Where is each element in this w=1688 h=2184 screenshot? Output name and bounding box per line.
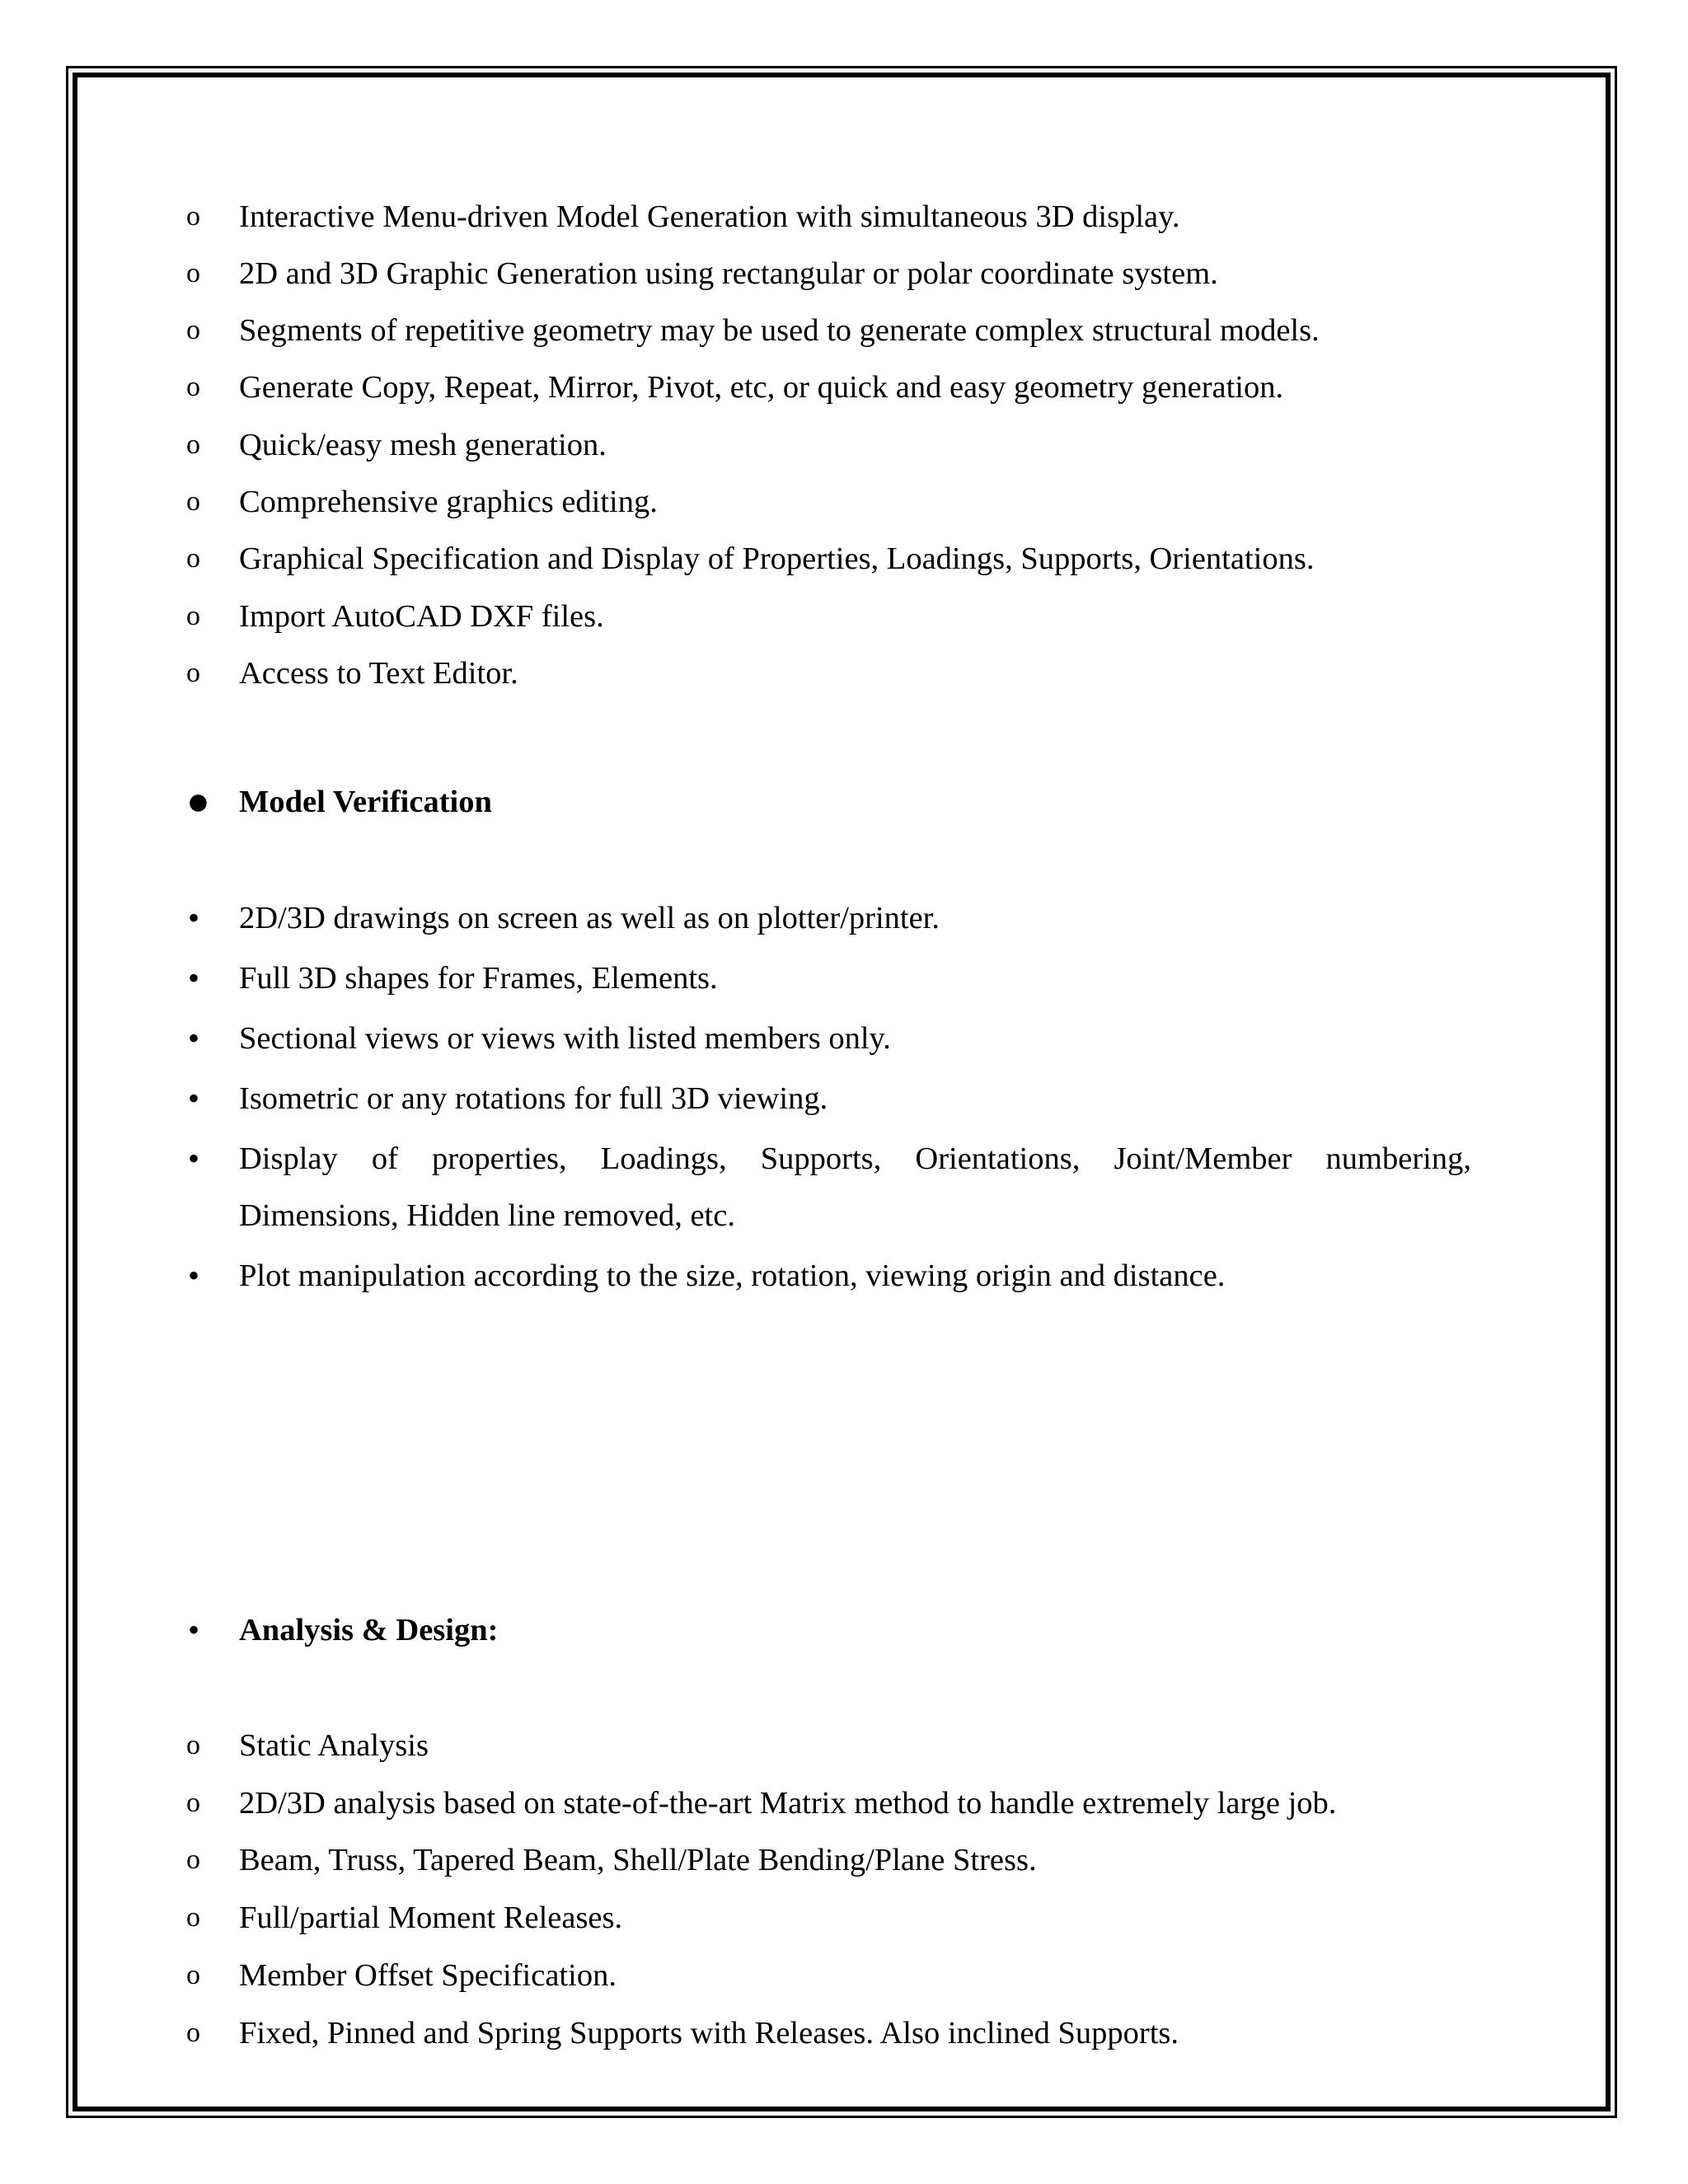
bullet-icon: • — [188, 1080, 200, 1117]
circle-bullet-icon: o — [186, 372, 200, 402]
list-item: Access to Text Editor. — [239, 656, 518, 691]
circle-bullet-icon: o — [186, 429, 200, 460]
circle-bullet-icon: o — [186, 658, 200, 688]
list-item: Graphical Specification and Display of Properties, Loadings, Supports, Orientations. — [239, 541, 1315, 576]
circle-bullet-icon: o — [186, 201, 200, 232]
list-item: Plot manipulation according to the size, rotation, viewing origin and distance. — [239, 1258, 1226, 1293]
list-item: Isometric or any rotations for full 3D viewing. — [239, 1081, 828, 1116]
list-item: Full/partial Moment Releases. — [239, 1900, 623, 1935]
list-item: Quick/easy mesh generation. — [239, 428, 607, 462]
list-item: Sectional views or views with listed members only. — [239, 1021, 891, 1056]
circle-bullet-icon: o — [186, 1788, 200, 1818]
bullet-icon: • — [188, 1257, 200, 1294]
list-item: Interactive Menu-driven Model Generation with simultaneous 3D display. — [239, 199, 1180, 234]
list-item: Beam, Truss, Tapered Beam, Shell/Plate Bending/Plane Stress. — [239, 1843, 1037, 1877]
list-item: Display of properties, Loadings, Supports, Orientations, Joint/Member numbering, — [239, 1141, 1471, 1176]
list-item: 2D/3D drawings on screen as well as on plotter/printer. — [239, 901, 940, 935]
list-item: Member Offset Specification. — [239, 1958, 617, 1993]
bullet-icon: • — [188, 899, 200, 936]
circle-bullet-icon: o — [186, 543, 200, 574]
list-item: Static Analysis — [239, 1728, 429, 1763]
circle-bullet-icon: o — [186, 1960, 200, 1990]
section-heading-analysis-design: Analysis & Design: — [239, 1613, 499, 1647]
list-item: Generate Copy, Repeat, Mirror, Pivot, etc, or quick and easy geometry generation. — [239, 370, 1284, 405]
list-item: Full 3D shapes for Frames, Elements. — [239, 961, 718, 996]
list-item: 2D/3D analysis based on state-of-the-art Matrix method to handle extremely large job. — [239, 1786, 1337, 1821]
list-item: Import AutoCAD DXF files. — [239, 599, 604, 634]
list-item-continuation: Dimensions, Hidden line removed, etc. — [239, 1198, 735, 1233]
list-item: Comprehensive graphics editing. — [239, 485, 658, 519]
circle-bullet-icon: o — [186, 2018, 200, 2048]
list-item: 2D and 3D Graphic Generation using rectangular or polar coordinate system. — [239, 256, 1218, 291]
circle-bullet-icon: o — [186, 258, 200, 288]
bullet-icon: ● — [186, 780, 210, 823]
bullet-icon: • — [188, 1611, 200, 1648]
list-item: Segments of repetitive geometry may be used to generate complex structural models. — [239, 313, 1320, 348]
circle-bullet-icon: o — [186, 1844, 200, 1875]
circle-bullet-icon: o — [186, 601, 200, 631]
bullet-icon: • — [188, 1140, 200, 1177]
list-item: Fixed, Pinned and Spring Supports with Releases. Also inclined Supports. — [239, 2016, 1179, 2050]
section-heading-model-verification: Model Verification — [239, 785, 492, 819]
bullet-icon: • — [188, 1019, 200, 1057]
bullet-icon: • — [188, 959, 200, 996]
circle-bullet-icon: o — [186, 1902, 200, 1933]
circle-bullet-icon: o — [186, 315, 200, 345]
circle-bullet-icon: o — [186, 1730, 200, 1760]
circle-bullet-icon: o — [186, 486, 200, 517]
